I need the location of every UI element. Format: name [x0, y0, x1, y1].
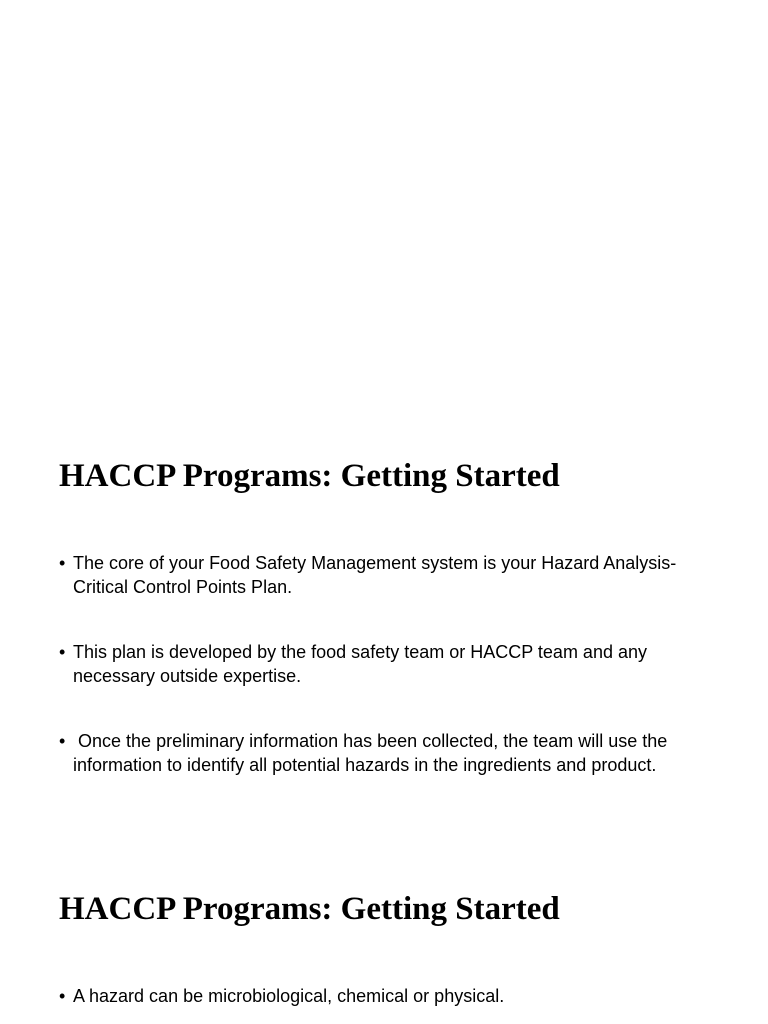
bullet-text: Once the preliminary information has been collected, the team will use the information to identify all potential hazards in the ingredients and product. — [73, 731, 673, 775]
bullet-text: A hazard can be microbiological, chemical or physical. — [73, 986, 505, 1006]
list-item — [59, 551, 719, 599]
slide-2-title: HACCP Programs: Getting Started — [59, 891, 560, 927]
bullet-icon: • — [59, 731, 66, 751]
bullet-text: This plan is developed by the food safety team or HACCP team and any necessary outside expertise. — [73, 642, 647, 686]
bullet-icon: • — [59, 642, 66, 662]
slide-2-bullet-list — [59, 984, 719, 1008]
list-item — [59, 984, 719, 1008]
bullet-icon: • — [59, 986, 66, 1006]
list-item — [59, 640, 719, 688]
bullet-text: The core of your Food Safety Management system is your Hazard Analysis-Critical Control Points Plan. — [73, 553, 677, 597]
slide-1-title: HACCP Programs: Getting Started — [59, 458, 560, 494]
list-item — [59, 729, 719, 777]
slide-1-bullet-list — [59, 551, 719, 777]
bullet-icon: • — [59, 553, 66, 573]
